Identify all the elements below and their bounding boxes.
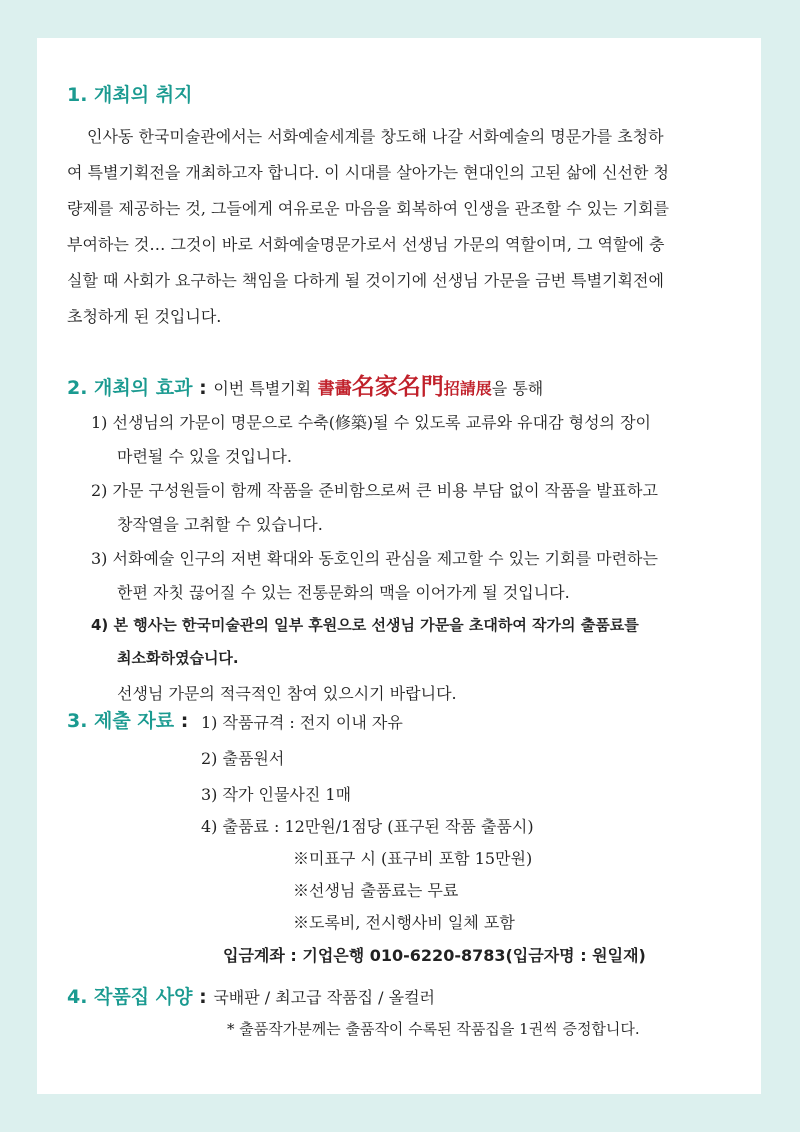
section-3-heading-row (67, 706, 188, 733)
section-3-note: ※도록비, 전시행사비 일체 포함 (293, 913, 515, 932)
section-2-item: 창작열을 고취할 수 있습니다. (117, 515, 323, 534)
section-1-line: 초청하게 된 것입니다. (67, 307, 222, 326)
section-2-item-emphasis: 최소화하였습니다. (117, 649, 239, 667)
section-2-item: 한편 자칫 끊어질 수 있는 전통문화의 맥을 이어가게 될 것입니다. (117, 583, 570, 602)
document-page (37, 38, 761, 1094)
calligraphy-part-c: 招請展 (443, 379, 492, 398)
section-2-colon: : (199, 377, 207, 399)
section-3-heading: 3. 제출 자료 (67, 710, 175, 732)
calligraphy-part-b: 名家名門 (351, 373, 444, 400)
section-2-closing: 선생님 가문의 적극적인 참여 있으시기 바랍니다. (117, 684, 457, 703)
section-3-note: ※미표구 시 (표구비 포함 15만원) (293, 849, 533, 868)
section-1-heading: 1. 개최의 취지 (67, 84, 193, 106)
section-3-item: 1) 작품규격 : 전지 이내 자유 (201, 713, 403, 732)
section-2-intro-after: 을 통해 (491, 379, 544, 398)
exhibition-title-calligraphy (317, 373, 492, 400)
bank-account: 입금계좌 : 기업은행 010-6220-8783(입금자명 : 원일재) (223, 946, 646, 965)
section-4-heading-row (67, 982, 435, 1009)
calligraphy-part-a: 書畵 (317, 379, 352, 399)
section-4-note: * 출품작가분께는 출품작이 수록된 작품집을 1권씩 증정합니다. (227, 1020, 640, 1038)
section-2-item: 3) 서화예술 인구의 저변 확대와 동호인의 관심을 제고할 수 있는 기회를 마련하는 (91, 549, 658, 568)
section-2-heading-row (67, 368, 543, 401)
section-3-note: ※선생님 출품료는 무료 (293, 881, 459, 900)
section-2-item-emphasis: 4) 본 행사는 한국미술관의 일부 후원으로 선생님 가문을 초대하여 작가의 출품료를 (91, 616, 639, 634)
section-1-line: 부여하는 것… 그것이 바로 서화예술명문가로서 선생님 가문의 역할이며, 그 역할에 충 (67, 235, 665, 254)
section-2-heading: 2. 개최의 효과 (67, 377, 193, 399)
section-3-item: 4) 출품료 : 12만원/1점당 (표구된 작품 출품시) (201, 817, 534, 836)
section-1-line: 인사동 한국미술관에서는 서화예술세계를 창도해 나갈 서화예술의 명문가를 초청하 (87, 127, 664, 146)
section-4-spec: 국배판 / 최고급 작품집 / 올컬러 (213, 988, 435, 1007)
section-2-item: 2) 가문 구성원들이 함께 작품을 준비함으로써 큰 비용 부담 없이 작품을 발표하고 (91, 481, 658, 500)
section-3-item: 3) 작가 인물사진 1매 (201, 785, 352, 804)
section-4-heading: 4. 작품집 사양 (67, 986, 193, 1008)
section-2-item: 1) 선생님의 가문이 명문으로 수축(修築)될 수 있도록 교류와 유대감 형성의 장이 (91, 413, 651, 432)
section-1-line: 량제를 제공하는 것, 그들에게 여유로운 마음을 회복하여 인생을 관조할 수 있는 기회를 (67, 199, 669, 218)
section-2-intro-before: 이번 특별기획 (213, 379, 312, 398)
section-3-item: 2) 출품원서 (201, 749, 285, 768)
section-2-item: 마련될 수 있을 것입니다. (117, 447, 292, 466)
section-1-line: 실할 때 사회가 요구하는 책임을 다하게 될 것이기에 선생님 가문을 금번 특별기획전에 (67, 271, 664, 290)
section-1-line: 여 특별기획전을 개최하고자 합니다. 이 시대를 살아가는 현대인의 고된 삶에 신선한 청 (67, 163, 669, 182)
section-3-colon: : (180, 710, 189, 732)
section-4-colon: : (199, 986, 207, 1008)
